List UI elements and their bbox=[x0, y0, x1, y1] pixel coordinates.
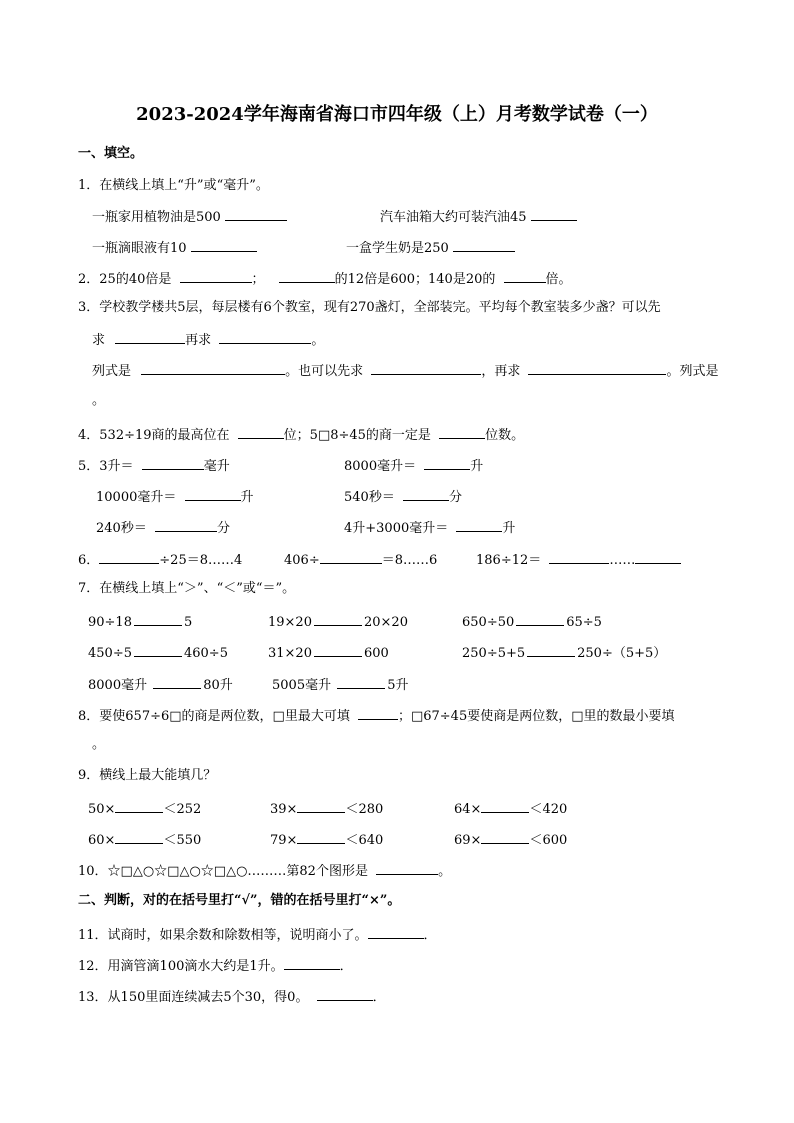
question-5-unit: 升 bbox=[502, 521, 516, 536]
factor: 39× bbox=[270, 802, 298, 817]
question-5d bbox=[344, 487, 462, 506]
question-11-text: ． bbox=[423, 928, 437, 943]
question-13 bbox=[78, 987, 386, 1006]
answer-blank[interactable] bbox=[115, 799, 163, 813]
question-6-text: …… bbox=[609, 553, 636, 568]
compare-left: 90÷18 bbox=[88, 615, 132, 630]
answer-blank[interactable] bbox=[516, 612, 564, 626]
question-9-item bbox=[270, 830, 383, 849]
question-3-line-3 bbox=[92, 361, 718, 380]
question-7-item bbox=[462, 643, 666, 662]
question-13-text: ． bbox=[372, 990, 386, 1005]
question-2 bbox=[78, 269, 572, 288]
question-6-text: 406÷ bbox=[284, 553, 320, 568]
answer-blank[interactable] bbox=[424, 456, 470, 470]
question-9-item bbox=[88, 830, 201, 849]
question-6-text: ＝8……6 bbox=[381, 553, 438, 568]
answer-blank[interactable] bbox=[376, 861, 438, 875]
question-2-text-3: 的12倍是600；140是20的 bbox=[334, 272, 496, 287]
question-10-text: 10．☆□△○☆□△○☆□△○………第82个图形是 bbox=[78, 864, 368, 879]
question-7-stem: 7．在横线上填上“＞”、“＜”或“＝”。 bbox=[78, 581, 296, 596]
limit: ＜640 bbox=[345, 833, 384, 848]
compare-left: 5005毫升 bbox=[272, 678, 332, 693]
factor: 50× bbox=[88, 802, 116, 817]
question-1b-text: 汽车油箱大约可装汽油45 bbox=[380, 210, 527, 225]
question-11-text: 11．试商时，如果余数和除数相等，说明商小了。 bbox=[78, 928, 368, 943]
compare-right: 600 bbox=[363, 646, 389, 661]
answer-blank[interactable] bbox=[115, 330, 185, 344]
question-7-item bbox=[268, 643, 389, 662]
question-5-text: 8000毫升＝ bbox=[344, 459, 417, 474]
answer-blank[interactable] bbox=[185, 487, 241, 501]
question-3-text: 求 bbox=[92, 333, 106, 348]
question-3-line-4: 。 bbox=[92, 393, 106, 408]
compare-left: 650÷50 bbox=[462, 615, 515, 630]
compare-right: 5 bbox=[183, 615, 193, 630]
compare-left: 31×20 bbox=[268, 646, 312, 661]
question-10 bbox=[78, 861, 451, 880]
answer-blank[interactable] bbox=[191, 238, 257, 252]
question-12-text: 12．用滴管滴100滴水大约是1升。 bbox=[78, 959, 284, 974]
answer-blank[interactable] bbox=[549, 550, 609, 564]
compare-left: 19×20 bbox=[268, 615, 312, 630]
question-1c bbox=[92, 238, 257, 257]
question-6c bbox=[476, 550, 681, 569]
question-10-text: 。 bbox=[438, 864, 452, 879]
question-3-text: 列式是 bbox=[92, 364, 132, 379]
section-heading-true-false: 二、判断，对的在括号里打“√”，错的在括号里打“×”。 bbox=[78, 893, 401, 908]
question-5-unit: 分 bbox=[216, 521, 230, 536]
question-9-item bbox=[454, 799, 567, 818]
question-7-item bbox=[272, 675, 409, 694]
question-3-text: 。 bbox=[311, 333, 325, 348]
question-9-item bbox=[270, 799, 383, 818]
compare-right: 5升 bbox=[387, 678, 409, 693]
question-9-stem: 9．横线上最大能填几？ bbox=[78, 768, 217, 783]
answer-blank[interactable] bbox=[134, 612, 182, 626]
question-5-unit: 升 bbox=[240, 490, 254, 505]
answer-blank[interactable] bbox=[284, 956, 340, 970]
answer-blank[interactable] bbox=[456, 518, 502, 532]
question-5-unit: 毫升 bbox=[203, 459, 230, 474]
answer-blank[interactable] bbox=[99, 550, 159, 564]
question-4-text: 位；5□8÷45的商一定是 bbox=[283, 428, 431, 443]
question-3-line-1: 3．学校教学楼共5层，每层楼有6个教室，现有270盏灯，全部装完。平均每个教室装多少盏？可以先 bbox=[78, 300, 661, 315]
question-1d bbox=[346, 238, 515, 257]
question-8 bbox=[78, 706, 675, 725]
question-3-text: ，再求 bbox=[481, 364, 521, 379]
question-2-text-4: 倍。 bbox=[545, 272, 572, 287]
question-9-item bbox=[454, 830, 567, 849]
answer-blank[interactable] bbox=[531, 207, 577, 221]
answer-blank[interactable] bbox=[238, 425, 284, 439]
question-6a bbox=[78, 550, 242, 569]
question-1a-text: 一瓶家用植物油是500 bbox=[92, 210, 221, 225]
question-5c bbox=[96, 487, 254, 506]
limit: ＜420 bbox=[529, 802, 568, 817]
section-heading-fill-in: 一、填空。 bbox=[78, 146, 144, 161]
answer-blank[interactable] bbox=[115, 830, 163, 844]
answer-blank[interactable] bbox=[314, 612, 362, 626]
answer-blank[interactable] bbox=[527, 643, 575, 657]
question-5f bbox=[344, 518, 515, 537]
compare-left: 8000毫升 bbox=[88, 678, 148, 693]
question-1d-text: 一盒学生奶是250 bbox=[346, 241, 449, 256]
answer-blank[interactable] bbox=[320, 550, 382, 564]
question-7-item bbox=[88, 675, 233, 694]
question-6-text: 186÷12＝ bbox=[476, 553, 542, 568]
question-7-item bbox=[88, 643, 228, 662]
answer-blank[interactable] bbox=[141, 361, 285, 375]
answer-blank[interactable] bbox=[358, 706, 398, 720]
question-12-text: ． bbox=[339, 959, 353, 974]
limit: ＜252 bbox=[163, 802, 202, 817]
question-5-text: 10000毫升＝ bbox=[96, 490, 177, 505]
question-13-text: 13．从150里面连续减去5个30，得0。 bbox=[78, 990, 309, 1005]
answer-blank[interactable] bbox=[337, 675, 385, 689]
question-2-text-2: ； bbox=[251, 272, 265, 287]
answer-blank[interactable] bbox=[279, 269, 335, 283]
question-4-text: 4．532÷19商的最高位在 bbox=[78, 428, 230, 443]
question-1-stem: 1．在横线上填上“升”或“毫升”。 bbox=[78, 178, 269, 193]
question-4 bbox=[78, 425, 524, 444]
answer-blank[interactable] bbox=[635, 550, 681, 564]
question-11 bbox=[78, 925, 437, 944]
answer-blank[interactable] bbox=[403, 487, 449, 501]
question-5-unit: 分 bbox=[448, 490, 462, 505]
compare-right: 460÷5 bbox=[183, 646, 228, 661]
answer-blank[interactable] bbox=[180, 269, 252, 283]
question-7-item bbox=[462, 612, 602, 631]
question-5b bbox=[344, 456, 483, 475]
answer-blank[interactable] bbox=[155, 518, 217, 532]
question-3-line-2 bbox=[92, 330, 324, 349]
factor: 60× bbox=[88, 833, 116, 848]
question-5e bbox=[96, 518, 230, 537]
answer-blank[interactable] bbox=[134, 643, 182, 657]
compare-right: 80升 bbox=[203, 678, 233, 693]
question-3-text: 。也可以先求 bbox=[285, 364, 364, 379]
answer-blank[interactable] bbox=[225, 207, 287, 221]
answer-blank[interactable] bbox=[481, 799, 529, 813]
question-5a bbox=[78, 456, 230, 475]
answer-blank[interactable] bbox=[153, 675, 201, 689]
question-12 bbox=[78, 956, 353, 975]
answer-blank[interactable] bbox=[219, 330, 311, 344]
answer-blank[interactable] bbox=[481, 830, 529, 844]
answer-blank[interactable] bbox=[297, 830, 345, 844]
answer-blank[interactable] bbox=[314, 643, 362, 657]
answer-blank[interactable] bbox=[371, 361, 481, 375]
question-8-end: 。 bbox=[92, 737, 106, 752]
question-6b bbox=[284, 550, 437, 569]
question-8-text: ；□67÷45要使商是两位数，□里的数最小要填 bbox=[397, 709, 675, 724]
factor: 64× bbox=[454, 802, 482, 817]
answer-blank[interactable] bbox=[439, 425, 485, 439]
question-7-item bbox=[268, 612, 408, 631]
limit: ＜280 bbox=[345, 802, 384, 817]
question-8-text: 8．要使657÷6□的商是两位数，□里最大可填 bbox=[78, 709, 350, 724]
compare-right: 65÷5 bbox=[566, 615, 602, 630]
factor: 79× bbox=[270, 833, 298, 848]
question-4-text: 位数。 bbox=[485, 428, 525, 443]
question-5-text: 5．3升＝ bbox=[78, 459, 134, 474]
question-3-text: 再求 bbox=[185, 333, 212, 348]
question-5-text: 540秒＝ bbox=[344, 490, 395, 505]
answer-blank[interactable] bbox=[453, 238, 515, 252]
question-5-unit: 升 bbox=[470, 459, 484, 474]
answer-blank[interactable] bbox=[297, 799, 345, 813]
answer-blank[interactable] bbox=[142, 456, 204, 470]
question-2-text-1: 2．25的40倍是 bbox=[78, 272, 172, 287]
compare-right: 250÷（5+5） bbox=[577, 646, 667, 661]
answer-blank[interactable] bbox=[528, 361, 666, 375]
answer-blank[interactable] bbox=[368, 925, 424, 939]
question-1b bbox=[380, 207, 577, 226]
compare-left: 250÷5+5 bbox=[462, 646, 526, 661]
question-9-item bbox=[88, 799, 201, 818]
compare-right: 20×20 bbox=[363, 615, 408, 630]
question-6-text: ÷25＝8……4 bbox=[159, 553, 243, 568]
question-5-text: 4升+3000毫升＝ bbox=[344, 521, 449, 536]
factor: 69× bbox=[454, 833, 482, 848]
answer-blank[interactable] bbox=[504, 269, 546, 283]
question-1a bbox=[92, 207, 287, 226]
question-5-text: 240秒＝ bbox=[96, 521, 147, 536]
question-3-text: 。列式是 bbox=[666, 364, 719, 379]
limit: ＜550 bbox=[163, 833, 202, 848]
question-6-number: 6． bbox=[78, 553, 100, 568]
compare-left: 450÷5 bbox=[88, 646, 132, 661]
question-1c-text: 一瓶滴眼液有10 bbox=[92, 241, 187, 256]
answer-blank[interactable] bbox=[317, 987, 373, 1001]
limit: ＜600 bbox=[529, 833, 568, 848]
page-title: 2023-2024学年海南省海口市四年级（上）月考数学试卷（一） bbox=[136, 104, 658, 125]
question-7-item bbox=[88, 612, 192, 631]
